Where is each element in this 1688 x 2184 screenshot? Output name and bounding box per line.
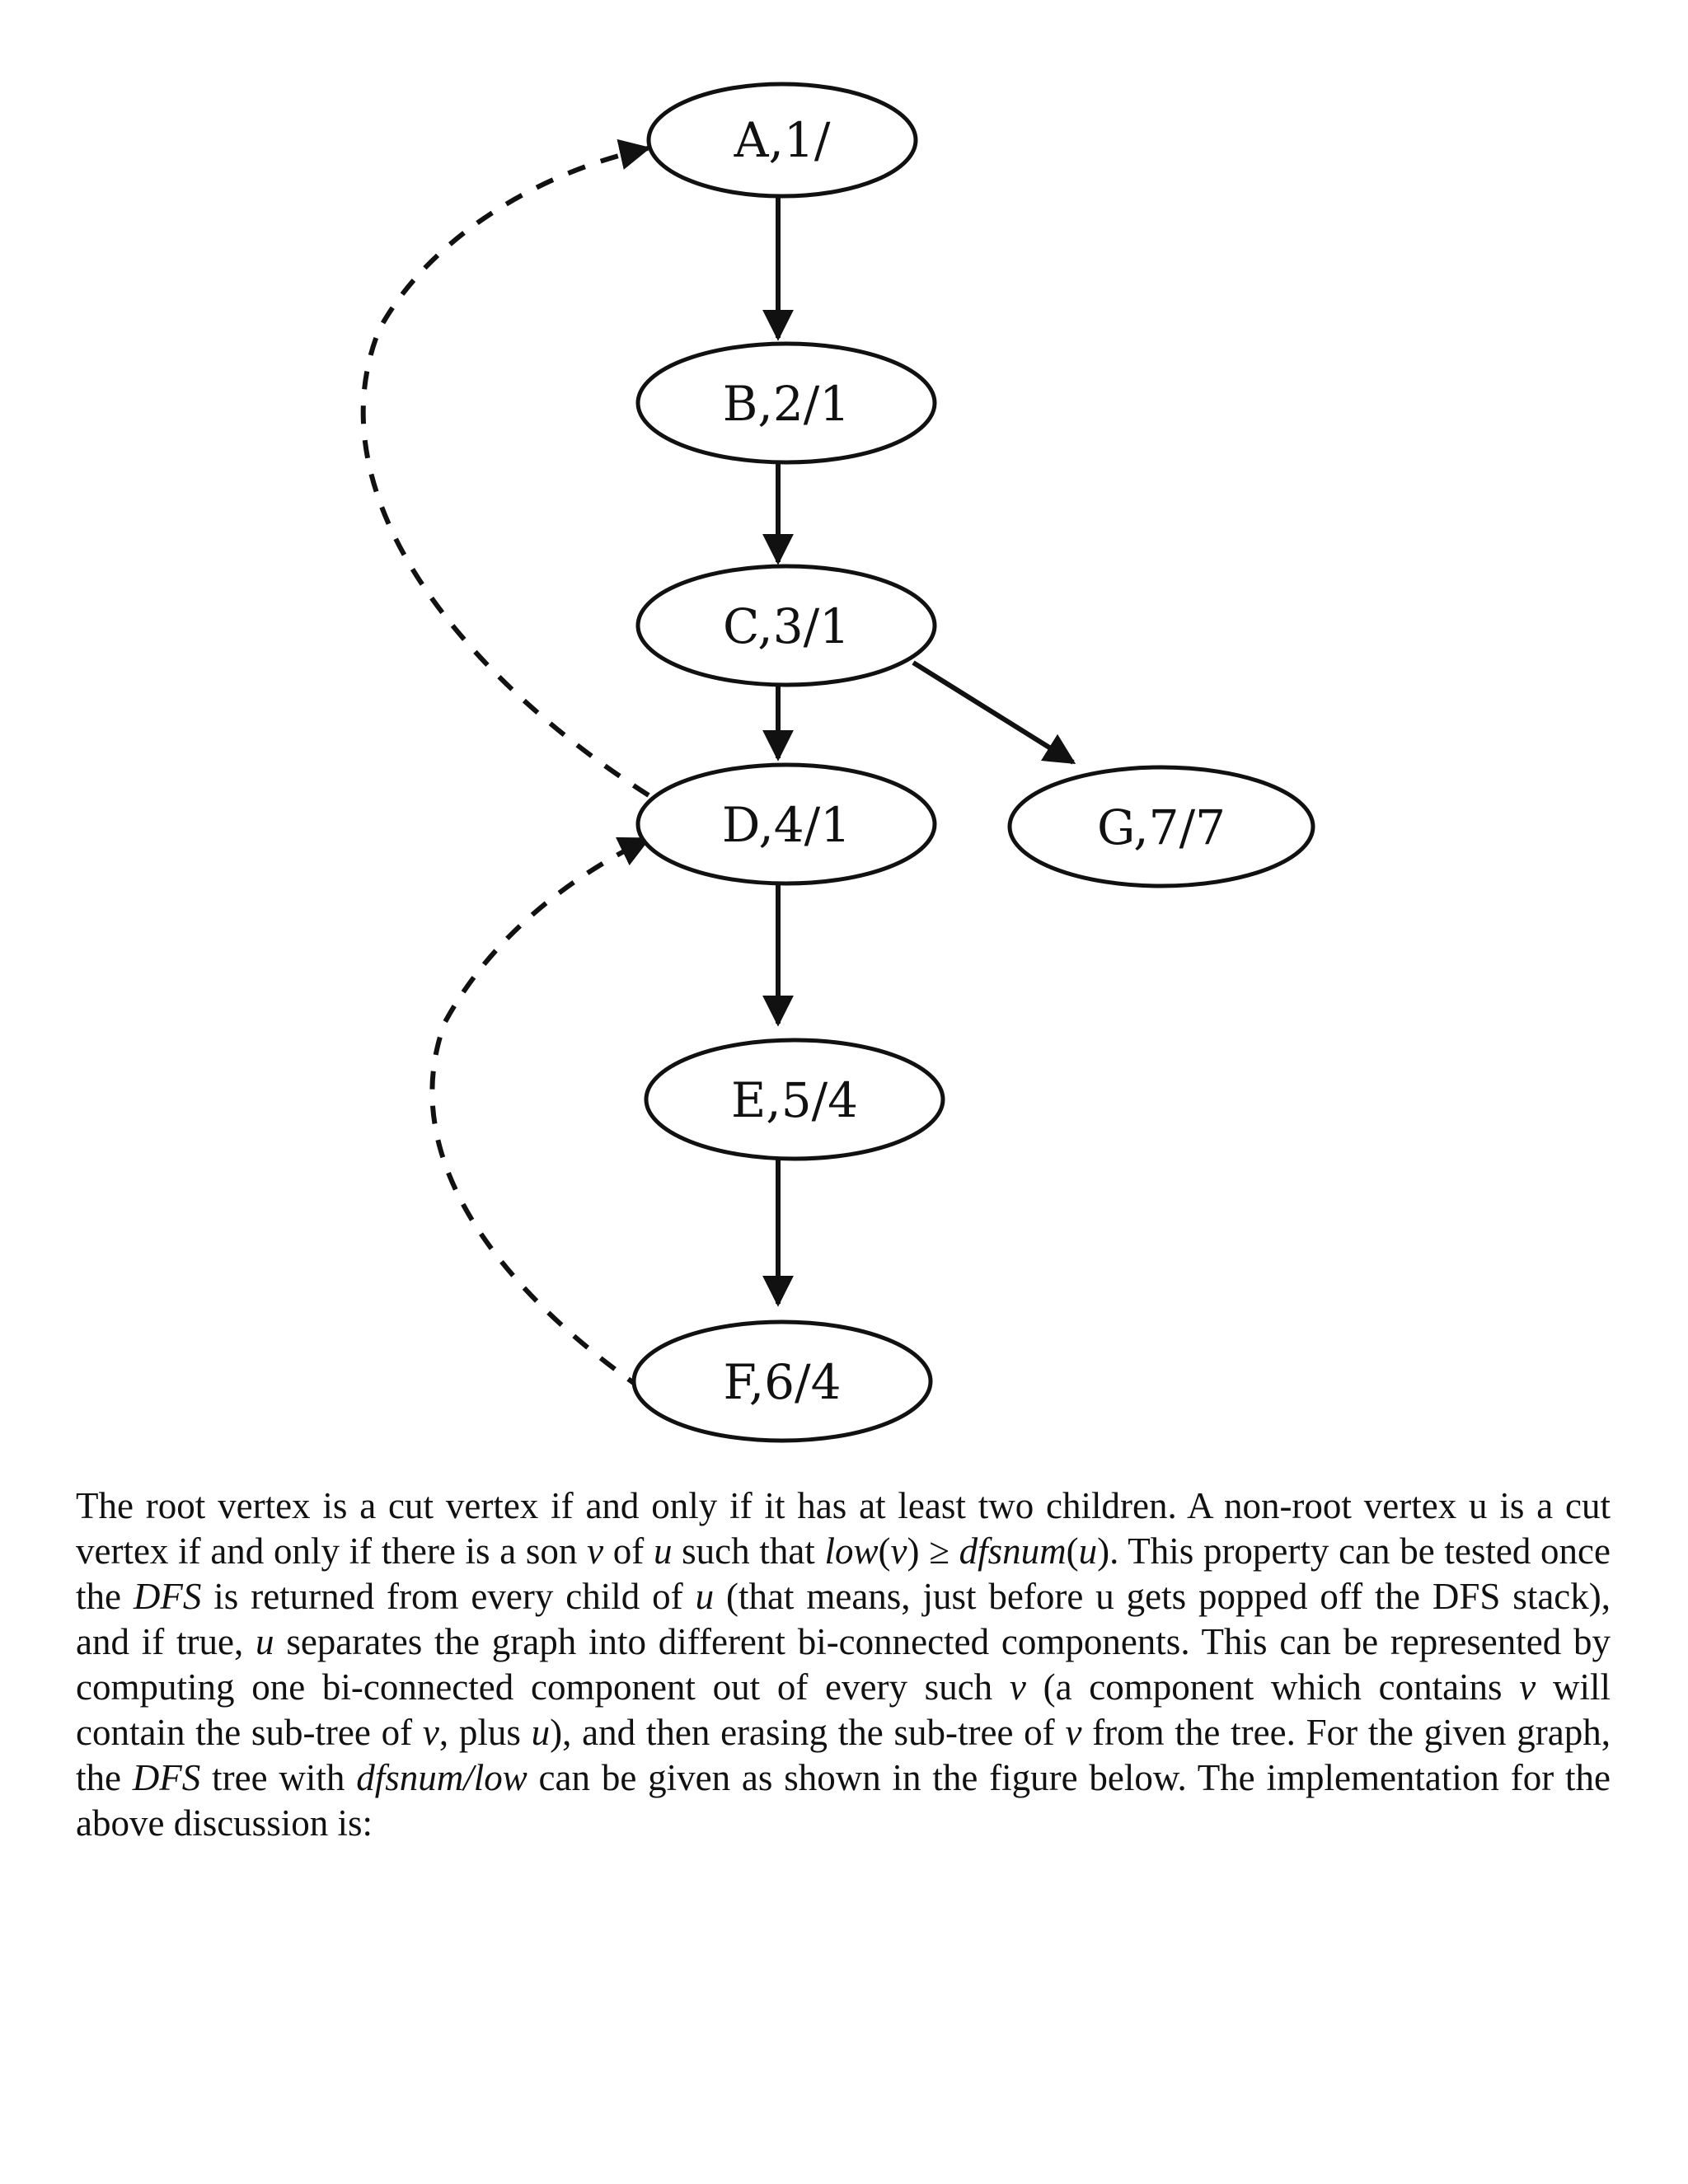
text-run: ) ≥ — [907, 1530, 959, 1572]
text-run: from the tree. For the given graph, the — [76, 1712, 1611, 1798]
math-term: dfsnum/low — [356, 1757, 528, 1798]
text-run: ( — [878, 1530, 891, 1572]
node-e — [646, 1040, 943, 1159]
node-b-label: B,2/1 — [722, 376, 851, 432]
math-var: v — [890, 1530, 907, 1572]
node-a-label: A,1/ — [734, 112, 831, 168]
math-var: v — [422, 1712, 439, 1753]
node-a — [649, 84, 916, 196]
back-edge-d-a — [363, 148, 649, 795]
math-func: dfsnum — [959, 1530, 1067, 1572]
math-var: v — [587, 1530, 604, 1572]
text-run: separates the graph into different bi-connected components. This can be represented by computing one bi-connected component out of every such — [76, 1621, 1611, 1708]
math-var: u — [256, 1621, 274, 1662]
text-run: (that means, just before u gets popped off the DFS stack), and if true, — [76, 1576, 1611, 1662]
text-run: The root vertex is a cut vertex if and only if it has at least two children. A non-root vertex u is a cut vertex if and only if there is a son — [76, 1485, 1611, 1572]
text-run: ). This property can be tested once the — [76, 1530, 1611, 1617]
node-d — [638, 765, 935, 883]
math-var: v — [1065, 1712, 1082, 1753]
math-var: u — [695, 1576, 715, 1617]
math-var: v — [1009, 1666, 1026, 1708]
node-c-label: C,3/1 — [722, 598, 851, 654]
text-run: tree with — [200, 1757, 357, 1798]
text-run: ( — [1066, 1530, 1079, 1572]
math-var: u — [653, 1530, 673, 1572]
node-d-label: D,4/1 — [721, 797, 851, 853]
back-edge-f-d — [432, 839, 648, 1390]
math-term: DFS — [133, 1576, 202, 1617]
node-b — [638, 344, 935, 462]
text-run: such that — [672, 1530, 825, 1572]
math-term: DFS — [132, 1757, 201, 1798]
explanation-paragraph — [76, 1483, 1611, 1846]
math-func: low — [824, 1530, 879, 1572]
math-var: u — [531, 1712, 551, 1753]
node-g-label: G,7/7 — [1096, 799, 1226, 855]
node-f-label: F,6/4 — [723, 1354, 842, 1410]
node-e-label: E,5/4 — [730, 1072, 859, 1128]
text-run: of — [603, 1530, 654, 1572]
text-run: is returned from every child of — [201, 1576, 696, 1617]
text-run: (a component which contains — [1025, 1666, 1520, 1708]
text-run: can be given as shown in the figure below. The implementation for the above discussion is: — [76, 1757, 1611, 1844]
tree-edge-c-g — [913, 663, 1073, 762]
math-var: u — [1078, 1530, 1098, 1572]
text-run: will contain the sub-tree of — [76, 1666, 1611, 1753]
text-run: , plus — [438, 1712, 532, 1753]
math-var: v — [1519, 1666, 1536, 1708]
node-f — [634, 1322, 931, 1441]
node-g — [1010, 767, 1313, 886]
text-run: ), and then erasing the sub-tree of — [550, 1712, 1066, 1753]
node-c — [638, 566, 935, 685]
